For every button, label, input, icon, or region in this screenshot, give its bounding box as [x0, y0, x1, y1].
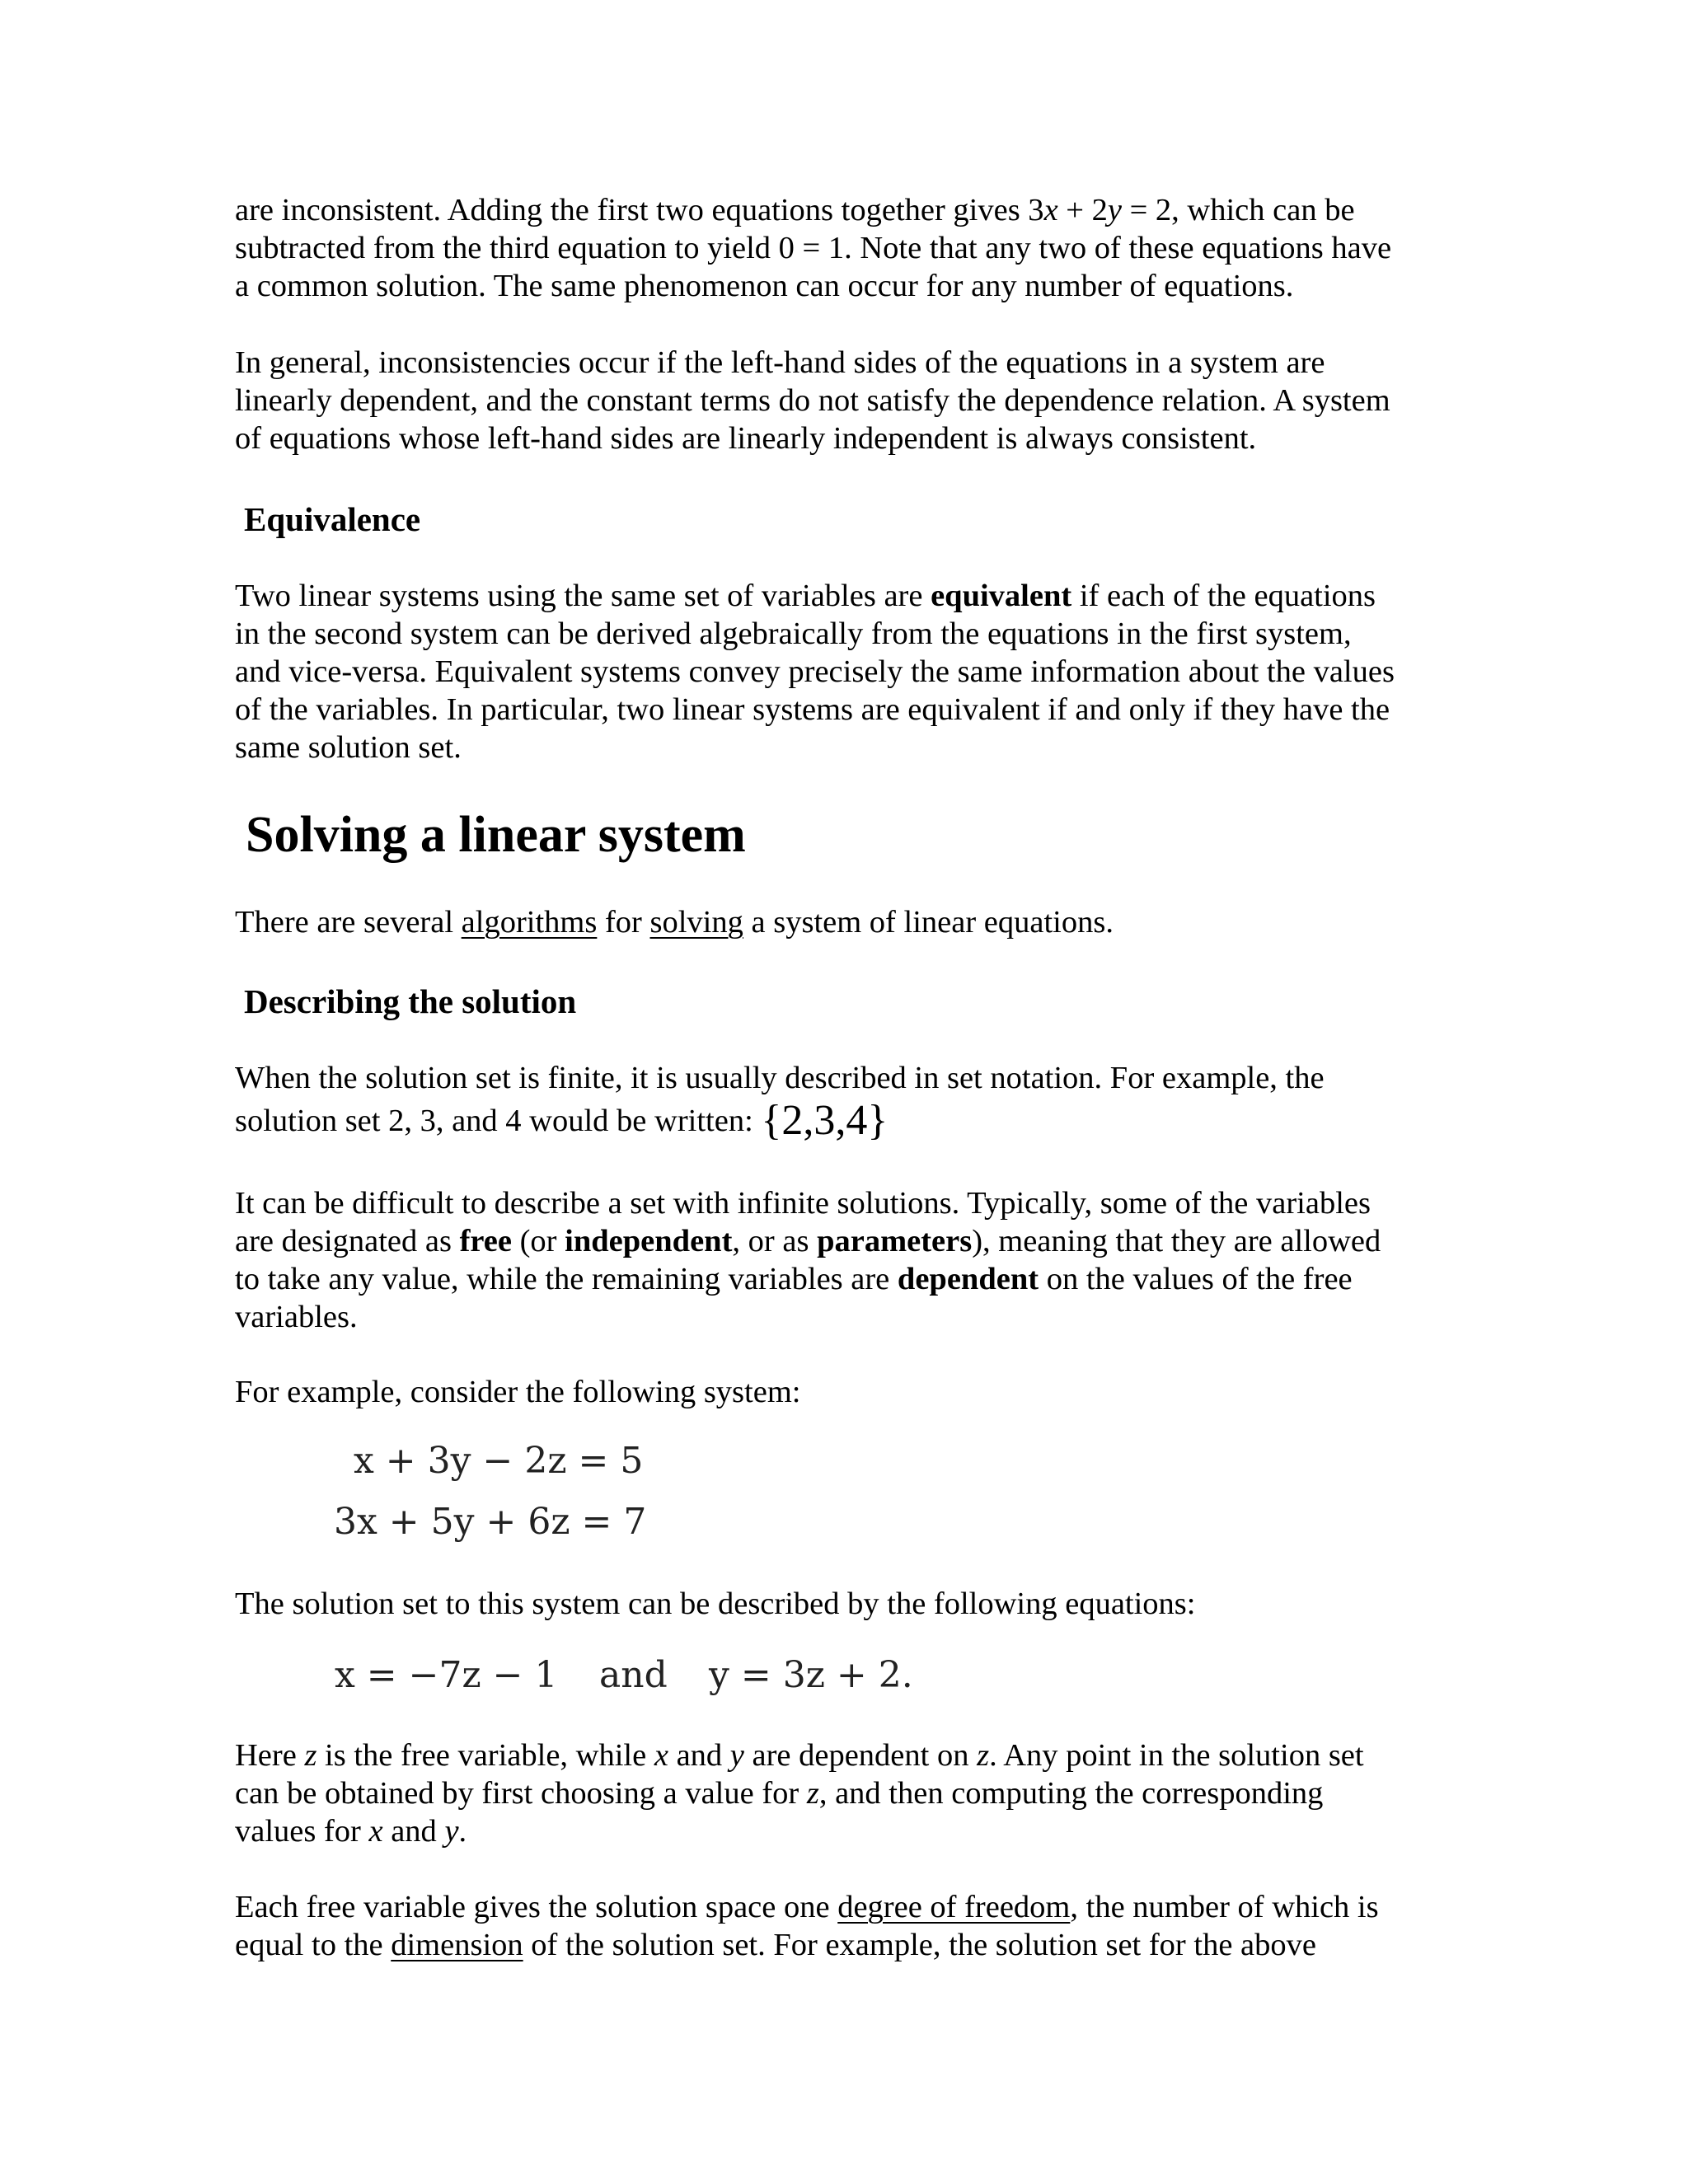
paragraph-equivalence [235, 577, 1455, 766]
link-solving[interactable]: solving [649, 905, 743, 940]
text-line: and vice-versa. Equivalent systems convey precisely the same information about the values [235, 654, 1395, 689]
paragraph-example-intro [235, 1373, 1455, 1411]
text-line: solution set 2, 3, and 4 would be written: {2,3,4} [235, 1097, 889, 1144]
text-line: in the second system can be derived algebraically from the equations in the first system, [235, 616, 1352, 651]
text-line: subtracted from the third equation to yield 0 = 1. Note that any two of these equations have [235, 231, 1392, 265]
text-line: In general, inconsistencies occur if the left-hand sides of the equations in a system are [235, 345, 1325, 380]
text-line: It can be difficult to describe a set with infinite solutions. Typically, some of the variables [235, 1186, 1371, 1221]
text-line: equal to the dimension of the solution set. For example, the solution set for the above [235, 1928, 1316, 1962]
text-line: Each free variable gives the solution space one degree of freedom, the number of which is [235, 1890, 1379, 1924]
text-line: are inconsistent. Adding the first two equations together gives 3x + 2y = 2, which can be [235, 193, 1355, 227]
solution-equation-y: y = 3z + 2. [709, 1654, 913, 1696]
text-line: of equations whose left-hand sides are linearly independent is always consistent. [235, 421, 1257, 456]
text-line: Here z is the free variable, while x and y are dependent on z. Any point in the solution set [235, 1738, 1364, 1773]
heading-equivalence: Equivalence [244, 500, 421, 538]
heading-solving-linear-system: Solving a linear system [246, 807, 746, 863]
paragraph-infinite-solutions [235, 1184, 1455, 1336]
solution-and: and [599, 1654, 668, 1696]
link-degree-of-freedom[interactable]: degree of freedom [837, 1890, 1071, 1924]
paragraph-free-variable [235, 1736, 1455, 1850]
text-line: are designated as free (or independent, or as parameters), meaning that they are allowed [235, 1224, 1381, 1258]
text-line: Two linear systems using the same set of variables are equivalent if each of the equations [235, 579, 1376, 613]
text-line: of the variables. In particular, two linear systems are equivalent if and only if they have the [235, 692, 1390, 727]
text-line: linearly dependent, and the constant terms do not satisfy the dependence relation. A system [235, 383, 1390, 418]
heading-describing-solution: Describing the solution [244, 982, 577, 1020]
paragraph-degree-of-freedom [235, 1888, 1455, 1964]
paragraph-general [235, 344, 1455, 457]
text-line: For example, consider the following system: [235, 1375, 801, 1409]
paragraph-algorithms [235, 903, 1455, 941]
text-line: variables. [235, 1300, 358, 1334]
text-line: The solution set to this system can be described by the following equations: [235, 1586, 1196, 1621]
paragraph-set-notation [235, 1059, 1455, 1144]
text-line: to take any value, while the remaining variables are dependent on the values of the free [235, 1262, 1353, 1296]
paragraph-inconsistent [235, 191, 1455, 305]
text-line: a common solution. The same phenomenon can occur for any number of equations. [235, 269, 1294, 303]
equation-1: x + 3y − 2z = 5 [354, 1440, 644, 1482]
equation-2: 3x + 5y + 6z = 7 [334, 1501, 647, 1543]
paragraph-solution-set [235, 1585, 1455, 1623]
text-line: When the solution set is finite, it is usually described in set notation. For example, the [235, 1061, 1325, 1095]
text-line: can be obtained by first choosing a value for z, and then computing the corresponding [235, 1776, 1324, 1811]
solution-equation-x: x = −7z − 1 [335, 1654, 558, 1696]
set-notation: {2,3,4} [761, 1097, 889, 1144]
text-line: same solution set. [235, 730, 462, 765]
link-dimension[interactable]: dimension [391, 1928, 523, 1962]
text-line: values for x and y. [235, 1814, 467, 1849]
text-line: There are several algorithms for solving a system of linear equations. [235, 905, 1114, 940]
link-algorithms[interactable]: algorithms [461, 905, 598, 940]
